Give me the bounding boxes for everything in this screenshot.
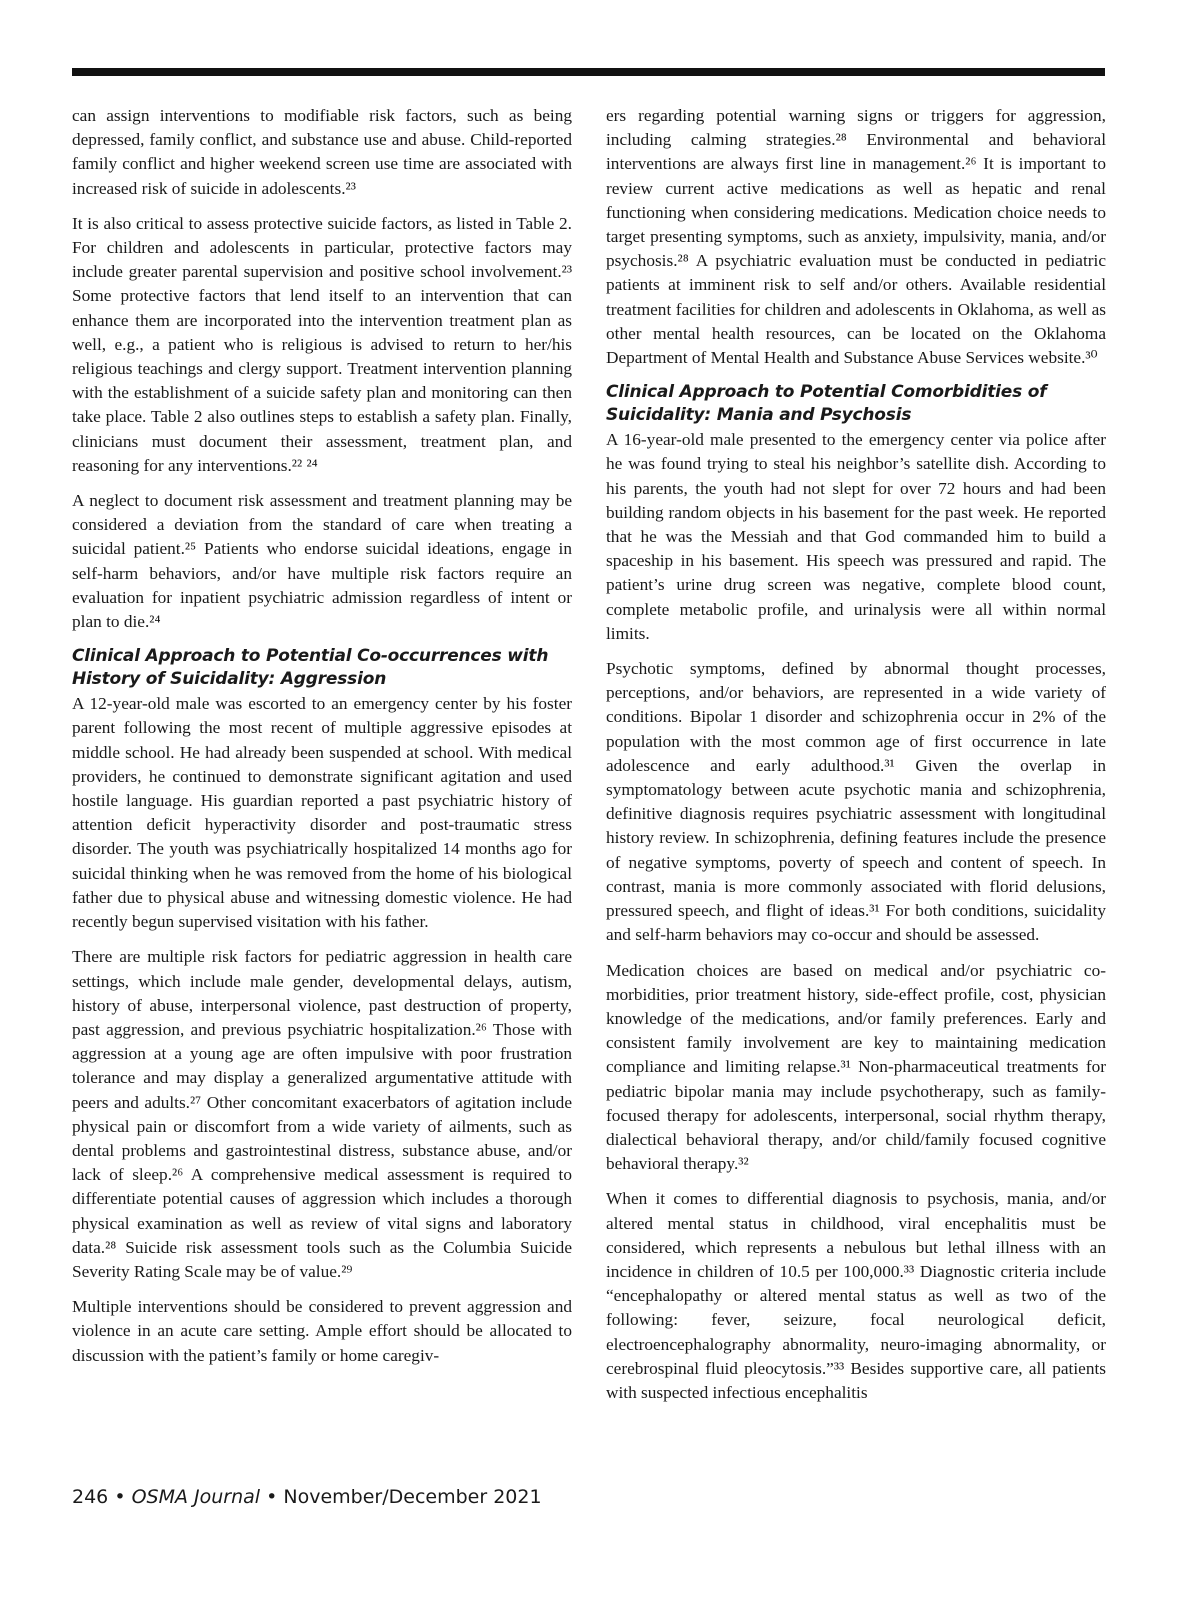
body-paragraph: Medication choices are based on medical and/or psychiatric co-morbidities, prior treatment history, side-effect profile, cost, physician knowledge of the medications, and/or family preferences. Early and consistent family involvement are key to maintaining medication compliance and limiting relapse.³¹ Non-pharmaceutical treatments for pediatric bipolar mania may include psychotherapy, such as family-focused therapy for adolescents, interpersonal, social rhythm therapy, dialectical behavioral therapy, and/or child/family focused cognitive behavioral therapy.³² [606,960,1106,1174]
body-paragraph: can assign interventions to modifiable risk factors, such as being depressed, family conflict, and substance use and abuse. Child-reported family conflict and higher weekend screen use time are associated with increased risk of suicide in adolescents.²³ [72,106,572,198]
body-paragraph: When it comes to differential diagnosis to psychosis, mania, and/or altered mental status in childhood, viral encephalitis must be considered, which represents a nebulous but lethal illness with an incidence in children of 10.5 per 100,000.³³ Diagnostic criteria include “encephalopathy or altered mental status as well as two of the following: fever, seizure, focal neurological deficit, electroencephalography abnormality, neuro-imaging abnormality, or cerebrospinal fluid pleocytosis.”³³ Besides supportive care, all patients with suspected infectious encephalitis [606,1189,1106,1402]
section-heading-mania-psychosis: Clinical Approach to Potential Comorbidities of Suicidality: Mania and Psychosis [606,382,1047,425]
body-paragraph: It is also critical to assess protective suicide factors, as listed in Table 2. For children and adolescents in particular, protective factors may include greater parental supervision and positive school involvement.²³ Some protective factors that lend itself to an intervention that can enhance them are incorporated into the intervention treatment plan as well, e.g., a patient who is religious is advised to return to her/his religious teachings and clergy support. Treatment intervention planning with the establishment of a suicide safety plan and monitoring can then take place. Table 2 also outlines steps to establish a safety plan. Finally, clinicians must document their assessment, treatment plan, and reasoning for any interventions.²² ²⁴ [72,213,572,475]
left-column [72,104,572,1379]
body-paragraph: A 16-year-old male presented to the emergency center via police after he was found trying to steal his neighbor’s satellite dish. According to his parents, the youth had not slept for over 72 hours and had been building random objects in his basement for the past week. He reported that he was the Messiah and that God commanded him to build a spaceship in his basement. His speech was pressured and rapid. The patient’s urine drug screen was negative, complete blood count, complete metabolic profile, and urinalysis were all within normal limits. [606,430,1106,643]
body-paragraph: ers regarding potential warning signs or triggers for aggression, including calming strategies.²⁸ Environmental and behavioral interventions are always first line in management.²⁶ It is important to review current active medications as well as hepatic and renal functioning when considering medications. Medication choice needs to target presenting symptoms, such as anxiety, impulsivity, mania, and/or psychosis.²⁸ A psychiatric evaluation must be conducted in pediatric patients at imminent risk to self and/or others. Available residential treatment facilities for children and adolescents in Oklahoma, as well as other mental health resources, can be located on the Oklahoma Department of Mental Health and Substance Abuse Services website.³⁰ [606,106,1106,368]
section-heading-aggression: Clinical Approach to Potential Co-occurrences with History of Suicidality: Aggression [72,646,549,689]
issue-date: November/December 2021 [283,1486,542,1508]
page-number: 246 [72,1486,109,1508]
body-paragraph: There are multiple risk factors for pediatric aggression in health care settings, which include male gender, developmental delays, autism, history of abuse, interpersonal violence, past destruction of property, past aggression, and previous psychiatric hospitalization.²⁶ Those with aggression at a young age are often impulsive with poor frustration tolerance and may display a generalized argumentative attitude with peers and adults.²⁷ Other concomitant exacerbators of agitation include physical pain or discomfort from a wide variety of ailments, such as dental problems and gastrointestinal distress, substance abuse, and/or lack of sleep.²⁶ A comprehensive medical assessment is required to differentiate potential causes of aggression which includes a thorough physical examination as well as review of vital signs and laboratory data.²⁸ Suicide risk assessment tools such as the Columbia Suicide Severity Rating Scale may be of value.²⁹ [72,947,572,1281]
body-paragraph: Multiple interventions should be considered to prevent aggression and violence in an acute care setting. Ample effort should be allocated to discussion with the patient’s family or home caregiv- [72,1297,572,1365]
page-footer [72,1486,542,1508]
top-rule [72,68,1105,76]
footer-separator: • [266,1486,278,1508]
right-column [606,104,1106,1416]
body-paragraph: Psychotic symptoms, defined by abnormal thought processes, perceptions, and/or behaviors, are represented in a wide variety of conditions. Bipolar 1 disorder and schizophrenia occur in 2% of the population with the most common age of first occurrence in late adolescence and early adulthood.³¹ Given the overlap in symptomatology between acute psychotic mania and schizophrenia, definitive diagnosis requires psychiatric assessment with longitudinal history review. In schizophrenia, defining features include the presence of negative symptoms, poverty of speech and content of speech. In contrast, mania is more commonly associated with florid delusions, pressured speech, and flight of ideas.³¹ For both conditions, suicidality and self-harm behaviors may co-occur and should be assessed. [606,659,1106,945]
footer-separator: • [114,1486,126,1508]
journal-name: OSMA Journal [131,1486,261,1508]
body-paragraph: A 12-year-old male was escorted to an emergency center by his foster parent following the most recent of multiple aggressive episodes at middle school. He had already been suspended at school. With medical providers, he continued to demonstrate significant agitation and used hostile language. His guardian reported a past psychiatric history of attention deficit hyperactivity disorder and post-traumatic stress disorder. The youth was psychiatrically hospitalized 14 months ago for suicidal thinking when he was removed from the home of his biological father due to physical abuse and witnessing domestic violence. He had recently begun supervised visitation with his father. [72,694,572,932]
body-paragraph: A neglect to document risk assessment and treatment planning may be considered a deviation from the standard of care when treating a suicidal patient.²⁵ Patients who endorse suicidal ideations, engage in self-harm behaviors, and/or have multiple risk factors require an evaluation for inpatient psychiatric admission regardless of intent or plan to die.²⁴ [72,491,572,632]
